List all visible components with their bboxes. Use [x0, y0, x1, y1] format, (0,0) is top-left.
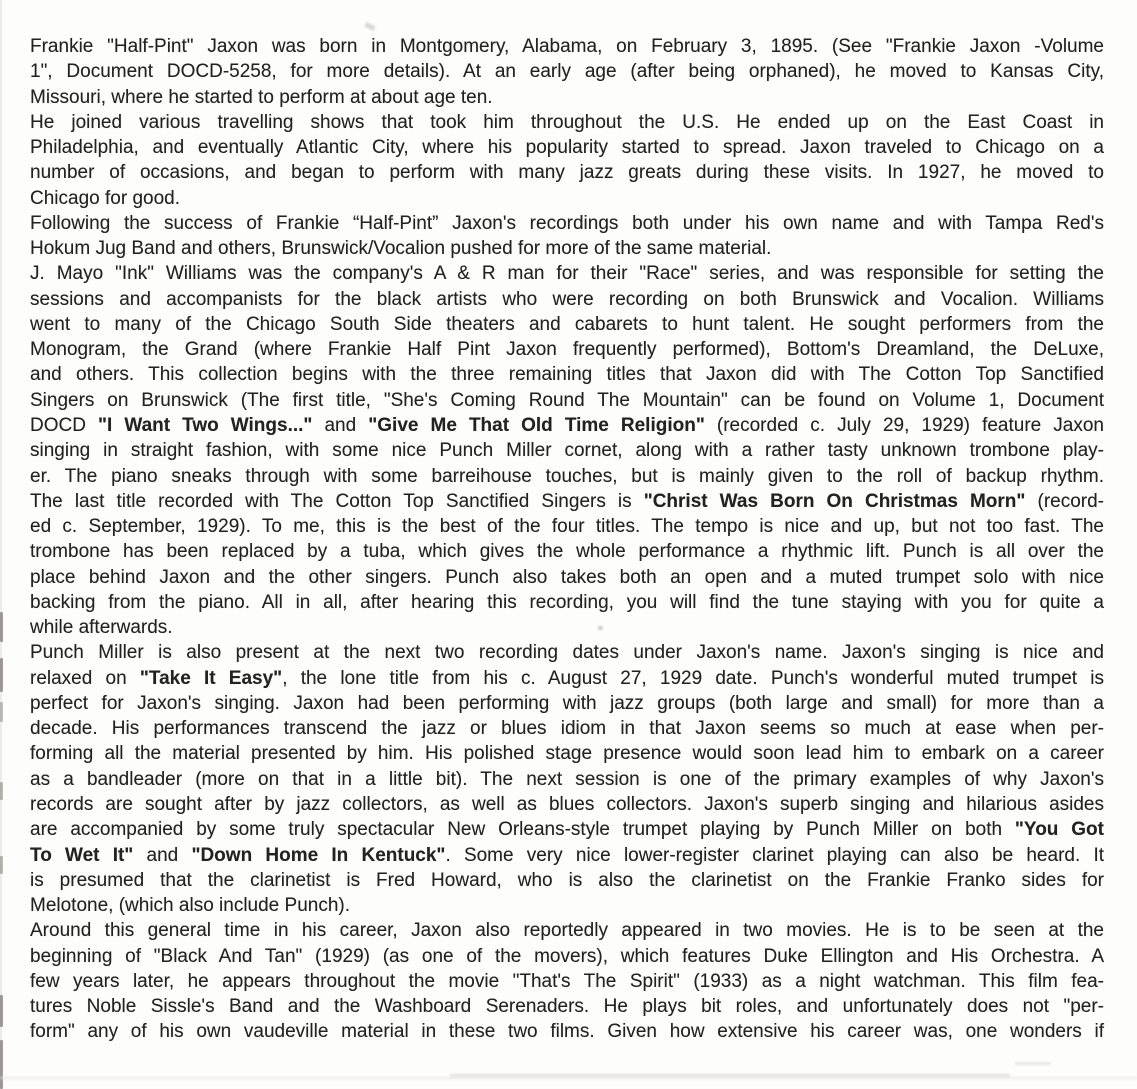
scan-artifact: [0, 995, 3, 1027]
scan-smudge: [0, 1077, 1137, 1079]
paragraph-3-line-1: [30, 211, 1104, 236]
text-run: as a bandleader (more on that in a little bit). The next session is one of the primary examples of why Jaxon's: [30, 768, 1104, 790]
text-run: The last title recorded with The Cotton Top Sanctified Singers is: [30, 490, 644, 512]
text-run: , the lone title from his c. August 27, 1929 date. Punch's wonderful muted trumpet is: [282, 667, 1104, 689]
paragraph-6-line-5: [30, 741, 1104, 766]
text-run: Philadelphia, and eventually Atlantic City, where his popularity started to spread. Jaxon traveled to Chicago on a: [30, 137, 1104, 159]
paragraph-1-line-1: [30, 34, 1104, 59]
paragraph-4-line-3: [30, 312, 1104, 337]
text-run: Following the success of Frankie “Half-Pint” Jaxon's recordings both under his own name and with Tampa Red's: [30, 212, 1104, 234]
text-run: er. The piano sneaks through with some barreihouse touches, but is mainly given to the roll of backup rhythm.: [30, 465, 1104, 487]
paragraph-1: [30, 34, 1104, 110]
paragraph-6-line-4: [30, 716, 1104, 741]
paragraph-3-line-2: [30, 236, 1104, 261]
text-run: backing from the piano. All in all, after hearing this recording, you will find the tune staying with you for quite a: [30, 591, 1104, 613]
document-text: [30, 34, 1104, 1045]
paragraph-5-line-2: [30, 514, 1104, 539]
scan-artifact: [0, 1040, 3, 1089]
text-run: singing in straight fashion, with some nice Punch Miller cornet, along with a rather tasty unknown trombone play-: [30, 440, 1104, 462]
text-run: while afterwards.: [30, 617, 173, 639]
paragraph-5-line-1: [30, 489, 1104, 514]
paragraph-4-line-9: [30, 464, 1104, 489]
bold-text-run: "Take It Easy": [139, 667, 283, 689]
paragraph-6-line-7: [30, 792, 1104, 817]
text-run: tures Noble Sissle's Band and the Washboard Serenaders. He plays bit roles, and unfortunately does not "per-: [30, 996, 1104, 1018]
scan-smudge: [364, 22, 375, 31]
text-run: (record-: [1025, 490, 1105, 512]
bold-text-run: "You Got: [1014, 819, 1104, 841]
scan-artifact: [0, 856, 3, 874]
text-run: relaxed on: [30, 667, 140, 689]
text-run: Melotone, (which also include Punch).: [30, 895, 351, 917]
text-run: form" any of his own vaudeville material in these two films. Given how extensive his career was, one wonders if: [30, 1021, 1104, 1043]
text-run: decade. His performances transcend the jazz or blues idiom in that Jaxon seems so much at ease when per-: [30, 718, 1104, 740]
paragraph-1-line-2: [30, 59, 1104, 84]
paragraph-3: [30, 211, 1104, 262]
text-run: He joined various travelling shows that took him throughout the U.S. He ended up on the East Coast in: [30, 111, 1104, 133]
text-run: sessions and accompanists for the black artists who were recording on both Brunswick and Vocalion. Williams: [30, 288, 1104, 310]
text-run: records are sought after by jazz collectors, as well as blues collectors. Jaxon's superb singing and hilarious asides: [30, 793, 1104, 815]
paragraph-2-line-3: [30, 160, 1104, 185]
text-run: number of occasions, and began to perform with many jazz greats during these visits. In 1927, he moved to: [30, 162, 1104, 184]
paragraph-6-line-8: [30, 817, 1104, 842]
text-run: Punch Miller is also present at the next two recording dates under Jaxon's name. Jaxon's singing is nice and: [30, 642, 1104, 664]
paragraph-5-line-4: [30, 565, 1104, 590]
paragraph-7-line-4: [30, 994, 1104, 1019]
text-run: Singers on Brunswick (The first title, "She's Coming Round The Mountain" can be found on Volume 1, Document: [30, 389, 1104, 411]
text-run: Missouri, where he started to perform at about age ten.: [30, 86, 493, 108]
text-run: DOCD: [30, 414, 98, 436]
scan-artifact: [0, 782, 3, 800]
paragraph-6-line-6: [30, 767, 1104, 792]
scan-smudge: [598, 626, 603, 630]
paragraph-5-line-3: [30, 539, 1104, 564]
paragraph-7-line-3: [30, 969, 1104, 994]
paragraph-7-line-2: [30, 944, 1104, 969]
paragraph-7-line-1: [30, 918, 1104, 943]
text-run: trombone has been replaced by a tuba, which gives the whole performance a rhythmic lift. Punch is all over the: [30, 541, 1104, 563]
text-run: (recorded c. July 29, 1929) feature Jaxon: [704, 414, 1104, 436]
text-run: Chicago for good.: [30, 187, 180, 209]
paragraph-6-line-10: [30, 868, 1104, 893]
text-run: went to many of the Chicago South Side theaters and cabarets to hunt talent. He sought performers from the: [30, 313, 1104, 335]
bold-text-run: "Give Me That Old Time Religion": [368, 414, 705, 436]
text-run: Monogram, the Grand (where Frankie Half Pint Jaxon frequently performed), Bottom's Dreamland, the DeLuxe,: [30, 339, 1104, 361]
text-run: Frankie "Half-Pint" Jaxon was born in Montgomery, Alabama, on February 3, 1895. (See "Frankie Jaxon -Volume: [30, 36, 1104, 57]
text-run: perfect for Jaxon's singing. Jaxon had been performing with jazz groups (both large and small) for more than a: [30, 692, 1104, 714]
scan-artifact: [0, 702, 3, 722]
paragraph-2: [30, 110, 1104, 211]
paragraph-1-line-3: [30, 85, 1104, 110]
paragraph-5-line-6: [30, 615, 1104, 640]
paragraph-2-line-4: [30, 186, 1104, 211]
paragraph-6-line-11: [30, 893, 1104, 918]
bold-text-run: "I Want Two Wings...": [98, 414, 313, 436]
paragraph-4-line-2: [30, 287, 1104, 312]
paragraph-6-line-9: [30, 843, 1104, 868]
text-run: J. Mayo "Ink" Williams was the company's A & R man for their "Race" series, and was responsible for setting the: [30, 263, 1104, 285]
text-run: are accompanied by some truly spectacular New Orleans-style trumpet playing by Punch Miller on both: [30, 819, 1015, 841]
paragraph-6: [30, 640, 1104, 918]
paragraph-4-line-8: [30, 438, 1104, 463]
paragraph-4-line-4: [30, 337, 1104, 362]
bold-text-run: To Wet It": [30, 844, 134, 866]
paragraph-7: [30, 918, 1104, 1044]
text-run: beginning of "Black And Tan" (1929) (as one of the movers), which features Duke Ellington and His Orchestra. A: [30, 945, 1104, 967]
text-run: Around this general time in his career, Jaxon also reportedly appeared in two movies. He is to be seen at the: [30, 920, 1104, 942]
paragraph-4-line-1: [30, 261, 1104, 286]
text-run: forming all the material presented by him. His polished stage presence would soon lead him to embark on a career: [30, 743, 1104, 765]
text-run: ed c. September, 1929). To me, this is the best of the four titles. The tempo is nice and up, but not too fast. The: [30, 516, 1104, 538]
scan-smudge: [450, 1074, 1010, 1077]
paragraph-4-line-5: [30, 362, 1104, 387]
text-run: is presumed that the clarinetist is Fred Howard, who is also the clarinetist on the Frankie Franko sides for: [30, 869, 1104, 891]
paragraph-4-line-6: [30, 388, 1104, 413]
scan-smudge: [1015, 1062, 1051, 1065]
paragraph-2-line-1: [30, 110, 1104, 135]
paragraph-7-line-5: [30, 1019, 1104, 1044]
bold-text-run: "Christ Was Born On Christmas Morn": [643, 490, 1026, 512]
text-run: place behind Jaxon and the other singers. Punch also takes both an open and a muted trumpet solo with nice: [30, 566, 1104, 588]
scan-edge-artifact: [0, 0, 2, 1089]
text-run: . Some very nice lower-register clarinet playing can also be heard. It: [445, 844, 1105, 866]
bold-text-run: "Down Home In Kentuck": [191, 844, 446, 866]
paragraph-2-line-2: [30, 135, 1104, 160]
paragraph-5-line-5: [30, 590, 1104, 615]
paragraph-4: [30, 261, 1104, 488]
text-run: few years later, he appears throughout the movie "That's The Spirit" (1933) as a night watchman. This film fea-: [30, 970, 1104, 992]
paragraph-6-line-2: [30, 666, 1104, 691]
scan-artifact: [0, 612, 3, 642]
text-run: and others. This collection begins with the three remaining titles that Jaxon did with The Cotton Top Sanctified: [30, 364, 1104, 386]
paragraph-5: [30, 489, 1104, 641]
text-run: Hokum Jug Band and others, Brunswick/Vocalion pushed for more of the same material.: [30, 238, 772, 260]
text-run: 1", Document DOCD-5258, for more details). At an early age (after being orphaned), he moved to Kansas City,: [30, 61, 1104, 83]
text-run: and: [133, 844, 192, 866]
text-run: and: [312, 414, 369, 436]
paragraph-6-line-1: [30, 640, 1104, 665]
paragraph-4-line-7: [30, 413, 1104, 438]
paragraph-6-line-3: [30, 691, 1104, 716]
scan-artifact: [0, 658, 3, 692]
